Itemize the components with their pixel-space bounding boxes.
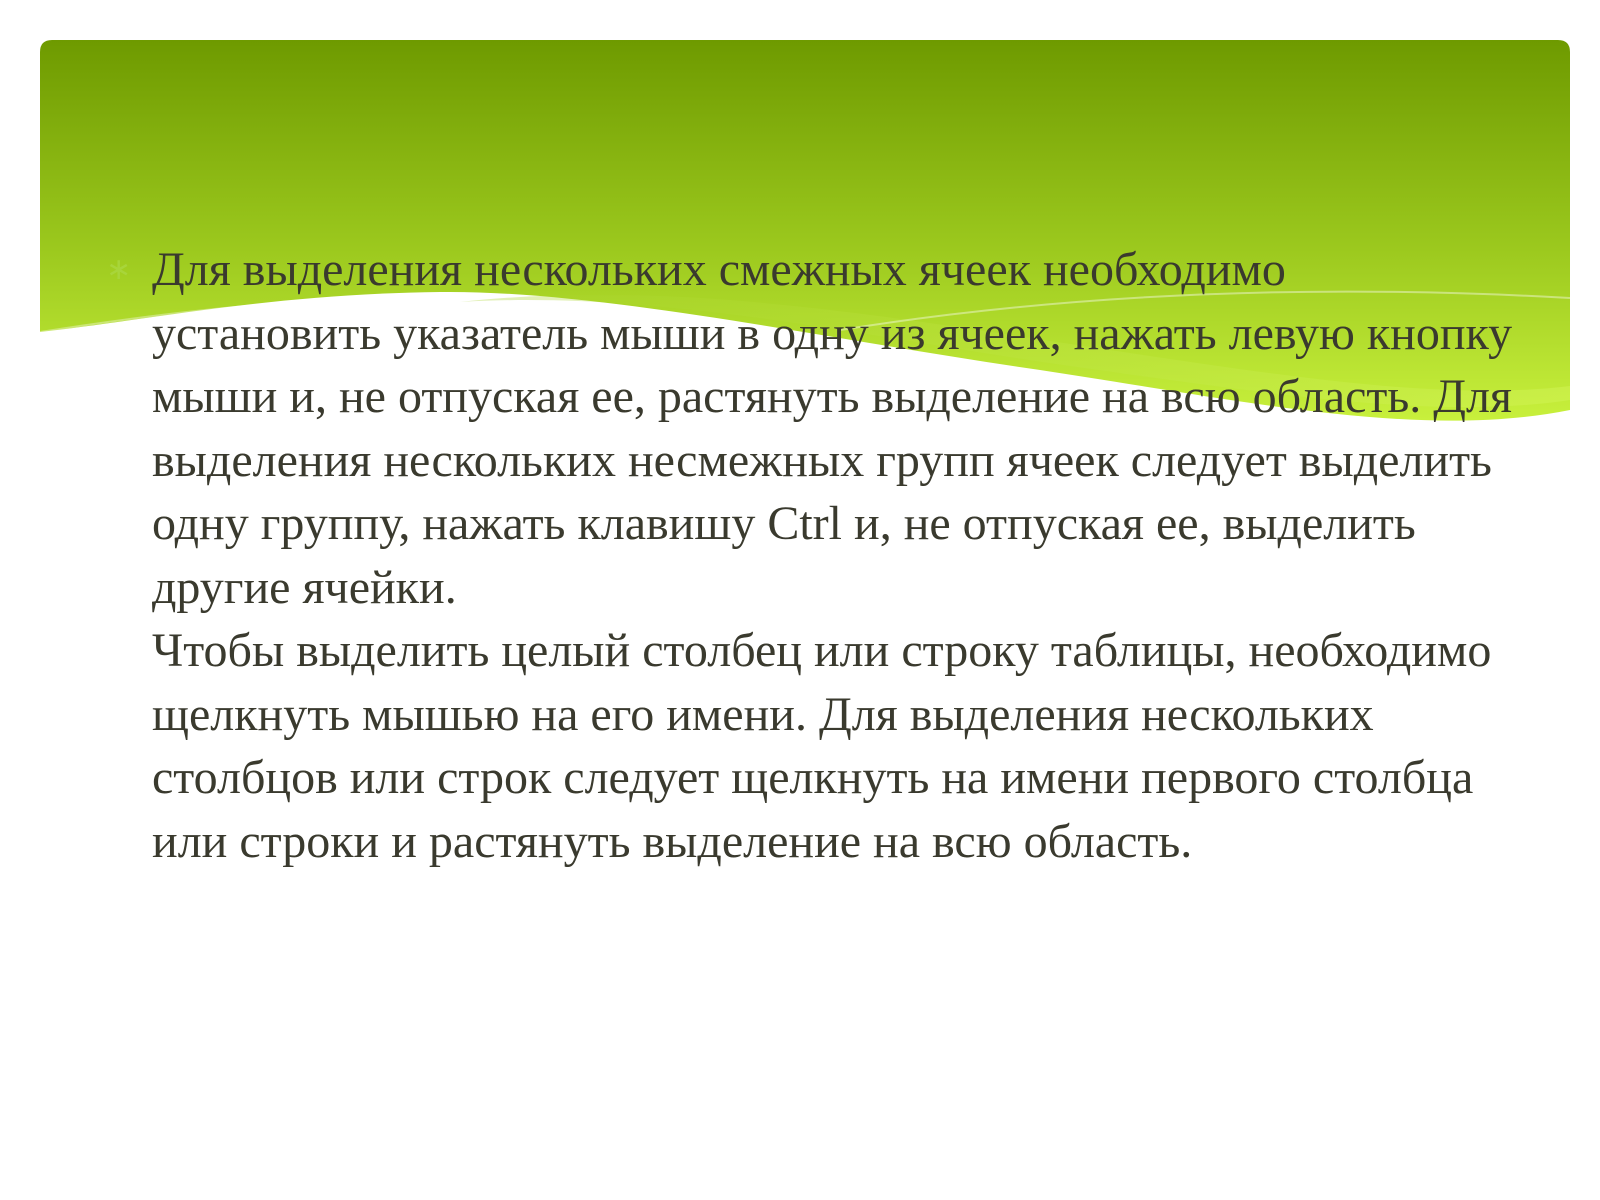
bullet-item [100, 238, 1520, 873]
asterisk-bullet-icon: ∗ [106, 252, 132, 287]
paragraph-selection-cells: Для выделения нескольких смежных ячеек необходимо установить указатель мыши в одну из ячеек, нажать левую кнопку мыши и, не отпуская ее, растянуть выделение на всю область. Для выделения нескольких несмежных групп ячеек следует выделить одну группу, нажать клавишу Ctrl и, не отпуская ее, выделить другие ячейки. [152, 243, 1513, 614]
slide-content [100, 238, 1520, 873]
bullet-text [152, 238, 1520, 873]
paragraph-selection-columns: Чтобы выделить целый столбец или строку таблицы, необходимо щелкнуть мышью на его имени. Для выделения нескольких столбцов или строк следует щелкнуть на имени первого столбца или строки и растянуть выделение на всю область. [152, 624, 1492, 868]
